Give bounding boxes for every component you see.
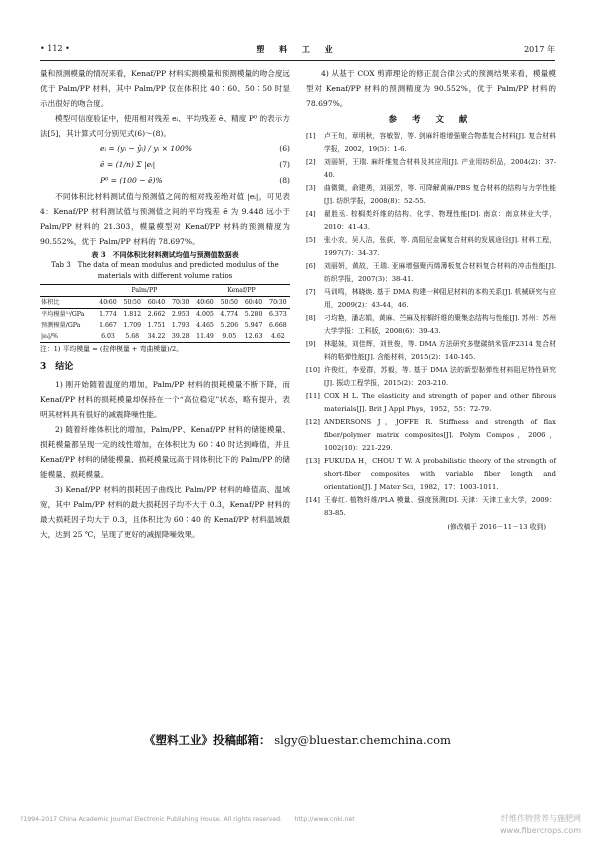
equation-6 — [40, 141, 290, 157]
table-row-label: 预测模量/GPa — [41, 322, 81, 329]
table-cell: 5.947 — [244, 322, 263, 329]
table-cell: 1.793 — [171, 322, 190, 329]
reference-text: 翟胜丞. 棕榈类纤维的结构、化学、物理性能[D]. 南京：南京林业大学，2010：41-43. — [324, 210, 556, 231]
reference-item — [306, 286, 556, 312]
reference-text: 刘丽妍，王瑞. 麻纤维复合材料及其应用[J]. 产业用纺织品，2004(2)：37-40. — [324, 158, 556, 179]
table-cell: 9.05 — [217, 331, 241, 343]
running-header — [40, 44, 555, 58]
reference-item — [306, 455, 556, 494]
reference-item — [306, 156, 556, 182]
header-rule — [40, 60, 555, 61]
reference-number: [7] — [306, 288, 316, 296]
table-cell: 1.667 — [99, 322, 117, 329]
table-cell: 4.62 — [266, 331, 290, 343]
table-cell: 5.68 — [120, 331, 144, 343]
table-cell: 6.668 — [268, 322, 287, 329]
reference-number: [3] — [306, 184, 316, 192]
table-group-header: Kenaf/PP — [193, 285, 290, 297]
issue-year: 2017 年 — [524, 45, 555, 54]
table-row — [40, 331, 290, 343]
table-corner — [40, 285, 96, 297]
reference-number: [6] — [306, 262, 316, 270]
table-cell: 1.709 — [123, 322, 142, 329]
reference-number: [2] — [306, 158, 316, 166]
reference-number: [12] — [306, 418, 320, 426]
left-column — [40, 66, 290, 542]
table-row — [40, 309, 290, 321]
equation-formula: ē = (1/n) Σ |eᵢ| — [100, 160, 156, 169]
reference-item — [306, 364, 556, 390]
paragraph: 量和预测模量的情况来看，Kenaf/PP 材料实测模量和预测模量的吻合度远优于 Palm/PP 材料，其中 Palm/PP 仅在体积比 40∶60、50∶50 时显示出很好的吻合度。 — [40, 69, 291, 108]
reference-item — [306, 182, 556, 208]
reference-text: 王春红. 植物纤维/PLA 模量、强度预测[D]. 天津：天津工业大学，2009：83-85. — [324, 496, 556, 517]
reference-text: 刘丽妍，黄故，王瑞. 亚麻增强聚丙烯薄板复合材料复合材料的冲击性能[J]. 纺织学报，2007(3)：38-41. — [324, 262, 556, 283]
paragraph: 不同体积比材料测试值与预测值之间的相对残差绝对值 |eᵢ|，可见表 4：Kenaf/PP 材料测试值与预测值之间的平均残差 ē 为 9.448 远小于 Palm/PP 材料的 21.303，模量模型对 Kenaf/PP 材料的预测精度为 90.552%，优于 Palm/PP 材料的 78.697%。 — [40, 192, 290, 246]
equation-7 — [40, 157, 290, 173]
table-cell: 2.662 — [144, 309, 168, 321]
table-caption-en: Tab 3 The data of mean modulus and predicted modulus of the materials with different volume ratios — [51, 261, 279, 280]
table-row — [40, 320, 290, 331]
reference-list — [306, 130, 556, 520]
table-cell: 2.953 — [169, 309, 193, 321]
equation-formula: eᵢ = (yᵢ − ŷᵢ) / yᵢ × 100% — [100, 144, 193, 153]
paragraph: 模型可信度验证中，使用相对残差 eᵢ、平均残差 ē、精度 P⁰ 的表示方法[5]，其计算式可分别见式(6)～(8)。 — [40, 114, 290, 138]
reference-item — [306, 312, 556, 338]
reference-number: [10] — [306, 366, 320, 374]
reference-number: [8] — [306, 314, 316, 322]
reference-text: FUKUDA H，CHOU T W. A probabilistic theory of the strength of short-fiber composites with variable fiber length and orientation[J]. J Mater Sci，1982，17：1003-1011. — [324, 457, 556, 491]
copyright-line: ?1994-2017 China Academic Journal Electronic Publishing House. All rights reserved. http://www.cnki.net — [20, 816, 355, 823]
table-cell: 1.812 — [120, 309, 144, 321]
table-col-header: 40∶60 — [96, 297, 120, 309]
reference-number: [9] — [306, 340, 316, 348]
section-heading: 3 结论 — [40, 362, 74, 372]
equation-number: (6) — [279, 144, 290, 153]
reference-item — [306, 234, 556, 260]
submission-email — [0, 732, 595, 748]
reference-item — [306, 390, 556, 416]
equation-number: (7) — [279, 160, 290, 169]
table-cell: 6.373 — [266, 309, 290, 321]
table-cell: 4.465 — [196, 322, 214, 329]
reference-text: 马训鸣，林晓焕. 基于 DMA 构建一种阻尼材料的本构关系[J]. 机械研究与应用，2009(2)：43-44，46. — [324, 288, 556, 309]
table-cell: 39.28 — [169, 331, 193, 343]
equation-formula: P⁰ = (100 − ē)% — [100, 176, 163, 185]
table-note: 注：1) 平均模量 = (拉伸模量 + 弯曲模量)/2。 — [40, 345, 184, 353]
reference-text: 曲微微，俞建勇，刘丽芳，等. 可降解黄麻/PBS 复合材料的结构与力学性能[J]. 纺织学报，2008(8)：52-55. — [324, 184, 556, 205]
reference-number: [1] — [306, 132, 316, 140]
table-col-header: 60∶40 — [241, 297, 265, 309]
data-table — [40, 284, 290, 343]
references-heading: 参 考 文 献 — [388, 115, 474, 125]
reference-text: 张小农，吴人洁，张荻，等. 高阻尼金属复合材料的发展途径[J]. 材料工程，1997(7)：34-37. — [324, 236, 556, 257]
table-cell: 1.774 — [96, 309, 120, 321]
table-col-header: 70∶30 — [266, 297, 290, 309]
table-row-label: |eᵢ|/% — [40, 331, 96, 343]
table-col-header: 40∶60 — [193, 297, 217, 309]
table-col-header: 70∶30 — [169, 297, 193, 309]
reference-item — [306, 130, 556, 156]
table-caption: 表 3 不同体积比材料测试均值与预测值数据表 — [91, 250, 239, 259]
table-cell: 11.49 — [193, 331, 217, 343]
table-cell: 34.22 — [144, 331, 168, 343]
conclusion-item: 4) 从基于 COX 剪滞理论的修正混合律公式的预测结果来看，模量模型对 Kenaf/PP 材料的预测精度为 90.552%，优于 Palm/PP 材料的 78.697%。 — [306, 69, 556, 108]
reference-text: 刁均艳，潘志娟，黄麻、苎麻及棕榈纤维的聚集态结构与性能[J]. 苏州：苏州大学学报：工科版，2008(6)：39-43. — [324, 314, 556, 335]
reference-text: 卢王旬，章明秋，容敏智，等. 剑麻纤维增强聚合物基复合材料[J]. 复合材料学报，2002，19(5)：1-6. — [324, 132, 556, 153]
table-cell: 12.63 — [241, 331, 265, 343]
reference-item — [306, 260, 556, 286]
reference-number: [11] — [306, 392, 320, 400]
table-cell: 4.005 — [193, 309, 217, 321]
email-label: 《塑料工业》投稿邮箱： — [144, 733, 271, 747]
watermark-text: 纤维作物营养与施肥网 — [501, 814, 581, 823]
received-date: (修改稿于 2016－11－13 收到) — [447, 523, 546, 531]
reference-number: [4] — [306, 210, 316, 218]
conclusion-item: 2) 随着纤维体积比的增加，Palm/PP、Kenaf/PP 材料的储能模量、损耗模量都呈现一定的线性增加，在体积比为 60∶40 时达到峰值，并且 Kenaf/PP 材料的储能模量、损耗模量远高于同体积比下的 Palm/PP 的储能模量、损耗模量。 — [40, 425, 290, 479]
table-row-label: 平均模量¹⁾/GPa — [40, 309, 96, 321]
reference-item — [306, 208, 556, 234]
reference-item — [306, 494, 556, 520]
table-cell: 4.774 — [217, 309, 241, 321]
equation-number: (8) — [279, 176, 290, 185]
table-col-header: 60∶40 — [144, 297, 168, 309]
table-col-header: 50∶50 — [120, 297, 144, 309]
equation-8 — [40, 173, 290, 189]
table-cell: 5.280 — [241, 309, 265, 321]
table-row-label: 体积比 — [40, 297, 96, 309]
reference-number: [13] — [306, 457, 320, 465]
reference-text: COX H L. The elasticity and strength of paper and other fibrous materials[J]. Brit J Appl Phys，1952，55：72-79. — [324, 392, 556, 413]
reference-item — [306, 416, 556, 455]
table-cell: 1.751 — [147, 322, 166, 329]
table-cell: 6.03 — [96, 331, 120, 343]
table-group-header: Palm/PP — [96, 285, 193, 297]
right-column — [306, 66, 556, 535]
journal-name: 塑 料 工 业 — [256, 44, 339, 54]
reference-number: [14] — [306, 496, 320, 504]
reference-number: [5] — [306, 236, 316, 244]
email-address[interactable]: slgy@bluestar.chemchina.com — [274, 733, 451, 747]
table-cell: 5.206 — [220, 322, 239, 329]
reference-text: 许俊红，李爱群，苏毅，等. 基于 DMA 法的新型黏弹性材料阻尼特性研究[J]. 振动工程学报，2015(2)：203-210. — [324, 366, 556, 387]
table-col-header: 50∶50 — [217, 297, 241, 309]
reference-text: 林聪妹，刘佳辉，刘世俊，等. DMA 方法研究多壁碳纳米管/F2314 复合材料的粘弹性能[J]. 含能材料，2015(2)：140-145. — [324, 340, 556, 361]
conclusion-item: 1) 刚开始随着温度的增加，Palm/PP 材料的损耗模量不断下降，而 Kenaf/PP 材料的损耗模量却保持在一个“高位稳定”状态，略有提升，表明其材料具有很好的减震降噪性能。 — [40, 380, 290, 419]
watermark-url: www.fibercrops.com — [500, 826, 581, 835]
reference-item — [306, 338, 556, 364]
reference-text: ANDERSONS J，JOFFE R. Stiffness and strength of flax fiber/polymer matrix composites[J]. Polym Compos，2006，1002(10)：221-229. — [324, 418, 556, 452]
conclusion-item: 3) Kenaf/PP 材料的损耗因子曲线比 Palm/PP 材料的峰值高、温域宽，其中 Palm/PP 材料的最大损耗因子均不大于 0.3，Kenaf/PP 材料的最大损耗因子均大于 0.3，且体积比为 60∶40 的 Kenaf/PP 材料温域最大，达到 25 ℃，呈现了更好的减振降噪效果。 — [40, 485, 290, 539]
page-number: • 112 • — [40, 44, 70, 53]
